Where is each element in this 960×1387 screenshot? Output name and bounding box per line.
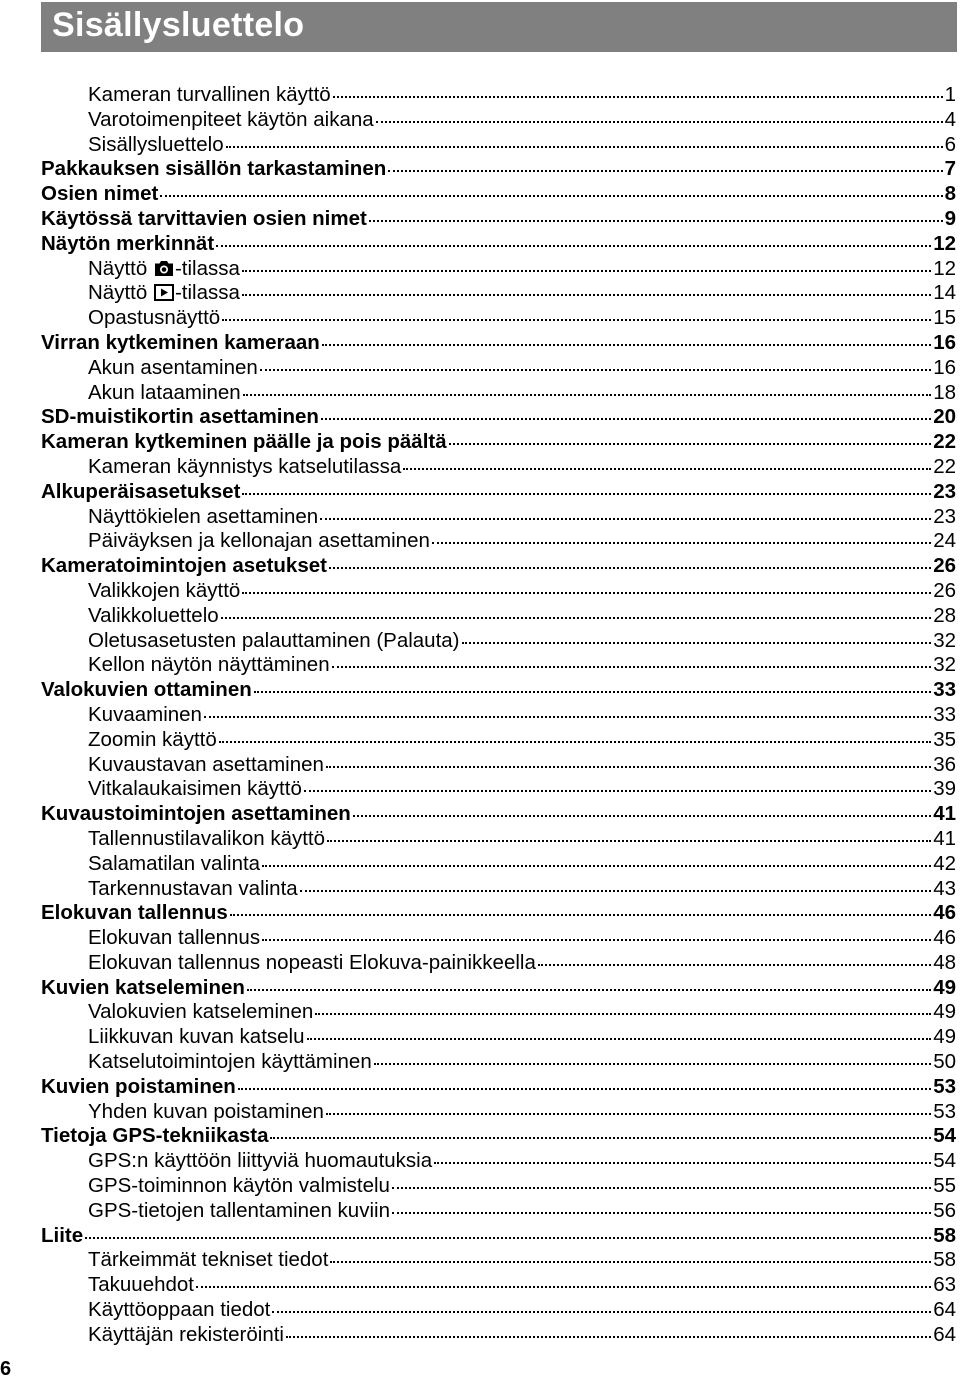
toc-entry-page: 6	[944, 132, 956, 156]
dot-leader	[462, 642, 932, 644]
toc-entry-label: Elokuvan tallennus	[41, 901, 228, 925]
toc-entry[interactable]	[41, 1199, 956, 1224]
toc-entry-label: Opastusnäyttö	[88, 306, 221, 330]
camera-icon	[154, 259, 174, 284]
toc-entry-page: 64	[933, 1298, 956, 1322]
toc-entry-label: Virran kytkeminen kameraan	[41, 330, 320, 354]
toc-entry[interactable]	[41, 232, 956, 257]
dot-leader	[449, 443, 932, 445]
dot-leader	[353, 815, 931, 817]
toc-entry-label: Elokuvan tallennus nopeasti Elokuva-painikkeella	[88, 950, 536, 974]
toc-entry-page: 63	[933, 1273, 956, 1297]
toc-entry-page: 26	[933, 578, 956, 602]
toc-entry[interactable]	[41, 405, 956, 430]
toc-entry-label: Tärkeimmät tekniset tiedot	[88, 1248, 329, 1272]
toc-entry[interactable]	[41, 629, 956, 654]
dot-leader	[329, 567, 931, 569]
toc-entry-label: Liikkuvan kuvan katselu	[88, 1025, 305, 1049]
toc-entry[interactable]	[41, 331, 956, 356]
toc-entry-page: 39	[933, 777, 956, 801]
toc-entry[interactable]	[41, 306, 956, 331]
toc-entry-label: Tietoja GPS-tekniikasta	[41, 1124, 269, 1148]
dot-leader	[392, 1212, 931, 1214]
toc-entry-label: Katselutoimintojen käyttäminen	[88, 1050, 372, 1074]
toc-entry-label: Vitkalaukaisimen käyttö	[88, 777, 302, 801]
toc-entry-label: Pakkauksen sisällön tarkastaminen	[41, 157, 387, 181]
toc-entry-label: Osien nimet	[41, 182, 159, 206]
dot-leader	[272, 1311, 931, 1313]
toc-entry[interactable]	[41, 802, 956, 827]
toc-entry-label: Näyttökielen asettaminen	[88, 504, 319, 528]
toc-entry[interactable]	[41, 579, 956, 604]
toc-entry[interactable]	[41, 1124, 956, 1149]
toc-entry-label: Käytössä tarvittavien osien nimet	[41, 206, 367, 230]
toc-entry-page: 46	[933, 901, 956, 925]
dot-leader	[432, 542, 931, 544]
toc-entry-label: Kameran käynnistys katselutilassa	[88, 454, 402, 478]
dot-leader	[242, 270, 931, 272]
toc-entry-label: Valokuvien ottaminen	[41, 678, 252, 702]
toc-entry[interactable]	[41, 1248, 956, 1273]
toc-entry-label: Kuvaaminen	[88, 702, 202, 726]
toc-entry-page: 16	[933, 330, 956, 354]
dot-leader	[242, 493, 931, 495]
toc-entry[interactable]	[41, 1174, 956, 1199]
table-of-contents	[41, 83, 956, 1348]
toc-entry-page: 54	[933, 1149, 956, 1173]
toc-entry-page: 32	[933, 653, 956, 677]
dot-leader	[238, 1088, 931, 1090]
dot-leader	[260, 369, 931, 371]
dot-leader	[262, 939, 931, 941]
dot-leader	[230, 914, 931, 916]
toc-entry[interactable]	[41, 703, 956, 728]
toc-entry[interactable]	[41, 381, 956, 406]
toc-entry[interactable]	[41, 83, 956, 108]
toc-entry-page: 58	[933, 1248, 956, 1272]
toc-entry-page: 36	[933, 752, 956, 776]
toc-entry[interactable]	[41, 1050, 956, 1075]
page-title: Sisällysluettelo	[52, 6, 305, 44]
toc-entry-page: 24	[933, 529, 956, 553]
toc-entry[interactable]	[41, 827, 956, 852]
toc-entry[interactable]	[41, 653, 956, 678]
toc-entry-page: 1	[944, 83, 956, 106]
toc-entry-label: Valokuvien katseleminen	[88, 1000, 314, 1024]
toc-entry-page: 22	[933, 454, 956, 478]
toc-entry[interactable]	[41, 133, 956, 158]
dot-leader	[160, 195, 942, 197]
toc-entry-label: Tallennustilavalikon käyttö	[88, 826, 326, 850]
toc-entry-label	[88, 281, 240, 308]
dot-leader	[300, 890, 932, 892]
toc-entry-label: Takuuehdot	[88, 1273, 195, 1297]
toc-entry-page: 22	[933, 430, 956, 454]
toc-entry-label: Päiväyksen ja kellonajan asettaminen	[88, 529, 430, 553]
toc-entry[interactable]	[41, 1100, 956, 1125]
dot-leader	[216, 245, 931, 247]
toc-entry-page: 32	[933, 628, 956, 652]
toc-entry-label: Kameran turvallinen käyttö	[88, 83, 331, 106]
dot-leader	[330, 1261, 931, 1263]
dot-leader	[247, 989, 931, 991]
toc-entry-label: Kameratoimintojen asetukset	[41, 554, 327, 578]
page-number: 6	[0, 1358, 12, 1380]
toc-entry[interactable]	[41, 926, 956, 951]
toc-entry-page: 14	[933, 281, 956, 305]
toc-entry-label: Kellon näytön näyttäminen	[88, 653, 330, 677]
toc-entry-page: 50	[933, 1050, 956, 1074]
toc-entry-page: 55	[933, 1174, 956, 1198]
toc-entry-label: Kuvaustavan asettaminen	[88, 752, 324, 776]
dot-leader	[369, 220, 943, 222]
toc-entry-page: 33	[933, 702, 956, 726]
toc-entry-page: 35	[933, 727, 956, 751]
dot-leader	[327, 840, 931, 842]
toc-entry-page: 18	[933, 380, 956, 404]
toc-entry-label: Kuvien katseleminen	[41, 975, 245, 999]
toc-entry[interactable]	[41, 678, 956, 703]
toc-entry[interactable]	[41, 157, 956, 182]
toc-entry-page: 43	[933, 876, 956, 900]
toc-entry-label: Kuvaustoimintojen asettaminen	[41, 802, 351, 826]
toc-entry-label: Yhden kuvan poistaminen	[88, 1099, 324, 1123]
toc-entry-label: GPS:n käyttöön liittyviä huomautuksia	[88, 1149, 433, 1173]
dot-leader	[538, 964, 931, 966]
dot-leader	[219, 741, 931, 743]
dot-leader	[221, 617, 932, 619]
dot-leader	[270, 1137, 931, 1139]
toc-entry-label: Valikkoluettelo	[88, 603, 219, 627]
toc-entry-label-prefix: Näyttö	[88, 256, 153, 280]
toc-entry-label: GPS-tietojen tallentaminen kuviin	[88, 1198, 390, 1222]
toc-entry-label: Zoomin käyttö	[88, 727, 217, 751]
toc-entry-label: Elokuvan tallennus	[88, 926, 261, 950]
dot-leader	[388, 170, 942, 172]
toc-entry-label: Sisällysluettelo	[88, 132, 224, 156]
toc-entry[interactable]	[41, 554, 956, 579]
toc-entry-page: 53	[933, 1099, 956, 1123]
toc-entry-label: Oletusasetusten palauttaminen (Palauta)	[88, 628, 460, 652]
toc-entry[interactable]	[41, 356, 956, 381]
toc-entry-label: Käyttöoppaan tiedot	[88, 1298, 271, 1322]
dot-leader	[243, 394, 931, 396]
title-bar	[41, 2, 957, 52]
toc-entry-label: Tarkennustavan valinta	[88, 876, 298, 900]
dot-leader	[332, 666, 932, 668]
toc-entry-label: Kameran kytkeminen päälle ja pois päältä	[41, 430, 447, 454]
toc-entry-page: 28	[933, 603, 956, 627]
toc-entry[interactable]	[41, 728, 956, 753]
toc-entry[interactable]	[41, 281, 956, 306]
toc-entry-label: Alkuperäisasetukset	[41, 479, 241, 503]
toc-entry[interactable]	[41, 529, 956, 554]
toc-entry-page: 42	[933, 851, 956, 875]
toc-entry-page: 23	[933, 504, 956, 528]
dot-leader	[307, 1038, 932, 1040]
toc-entry[interactable]	[41, 1075, 956, 1100]
toc-entry[interactable]	[41, 430, 956, 455]
toc-entry[interactable]	[41, 1224, 956, 1249]
dot-leader	[434, 1162, 931, 1164]
toc-entry-page: 41	[933, 826, 956, 850]
dot-leader	[304, 790, 931, 792]
dot-leader	[392, 1187, 931, 1189]
toc-entry[interactable]	[41, 877, 956, 902]
toc-entry[interactable]	[41, 505, 956, 530]
toc-entry-page: 49	[933, 1025, 956, 1049]
toc-entry-label: Varotoimenpiteet käytön aikana	[88, 107, 374, 131]
toc-entry-page: 12	[933, 256, 956, 280]
dot-leader	[242, 592, 931, 594]
toc-entry[interactable]	[41, 777, 956, 802]
toc-entry-page: 53	[933, 1074, 956, 1098]
toc-entry[interactable]	[41, 1323, 956, 1348]
toc-entry-page: 7	[944, 157, 956, 181]
dot-leader	[376, 121, 943, 123]
toc-entry-label	[88, 257, 240, 284]
dot-leader	[196, 1286, 931, 1288]
toc-entry[interactable]	[41, 753, 956, 778]
dot-leader	[286, 1336, 931, 1338]
toc-entry-page: 46	[933, 926, 956, 950]
dot-leader	[254, 691, 931, 693]
toc-entry[interactable]	[41, 1298, 956, 1323]
toc-entry-page: 15	[933, 306, 956, 330]
toc-entry[interactable]	[41, 1025, 956, 1050]
toc-entry-page: 16	[933, 355, 956, 379]
toc-entry[interactable]	[41, 604, 956, 629]
toc-entry-label-prefix: Näyttö	[88, 281, 153, 305]
toc-entry[interactable]	[41, 1149, 956, 1174]
playback-icon	[154, 283, 174, 308]
toc-entry-label-suffix: -tilassa	[174, 281, 240, 305]
toc-entry-page: 20	[933, 405, 956, 429]
toc-entry-page: 56	[933, 1198, 956, 1222]
dot-leader	[315, 1013, 931, 1015]
dot-leader	[333, 96, 943, 98]
toc-entry[interactable]	[41, 1000, 956, 1025]
dot-leader	[204, 716, 931, 718]
toc-entry[interactable]	[41, 455, 956, 480]
toc-entry[interactable]	[41, 480, 956, 505]
toc-entry-page: 8	[944, 182, 956, 206]
toc-entry[interactable]	[41, 207, 956, 232]
dot-leader	[326, 1113, 931, 1115]
toc-entry[interactable]	[41, 182, 956, 207]
toc-entry-label: Liite	[41, 1223, 84, 1247]
toc-entry-label: Näytön merkinnät	[41, 231, 215, 255]
toc-entry[interactable]	[41, 951, 956, 976]
toc-entry-page: 23	[933, 479, 956, 503]
toc-entry-label: Kuvien poistaminen	[41, 1074, 236, 1098]
dot-leader	[226, 146, 943, 148]
dot-leader	[403, 468, 931, 470]
toc-entry-page: 64	[933, 1322, 956, 1346]
toc-entry-label: Salamatilan valinta	[88, 851, 261, 875]
toc-entry[interactable]	[41, 901, 956, 926]
toc-entry-label: Käyttäjän rekisteröinti	[88, 1322, 284, 1346]
toc-entry[interactable]	[41, 852, 956, 877]
toc-entry-page: 9	[944, 206, 956, 230]
toc-entry[interactable]	[41, 108, 956, 133]
toc-entry-page: 49	[933, 1000, 956, 1024]
dot-leader	[320, 518, 931, 520]
toc-entry-label: Akun asentaminen	[88, 355, 258, 379]
dot-leader	[242, 294, 931, 296]
dot-leader	[85, 1237, 931, 1239]
toc-entry[interactable]	[41, 257, 956, 282]
toc-entry-label: SD-muistikortin asettaminen	[41, 405, 319, 429]
toc-entry[interactable]	[41, 1273, 956, 1298]
toc-entry-label: Valikkojen käyttö	[88, 578, 241, 602]
toc-entry-page: 48	[933, 950, 956, 974]
toc-entry-page: 33	[933, 678, 956, 702]
toc-entry-label-suffix: -tilassa	[174, 256, 240, 280]
dot-leader	[322, 344, 931, 346]
toc-entry-page: 12	[933, 231, 956, 255]
toc-entry-page: 26	[933, 554, 956, 578]
toc-entry[interactable]	[41, 976, 956, 1001]
toc-entry-page: 54	[933, 1124, 956, 1148]
toc-entry-page: 4	[944, 107, 956, 131]
toc-entry-label: Akun lataaminen	[88, 380, 241, 404]
toc-entry-page: 49	[933, 975, 956, 999]
dot-leader	[374, 1063, 931, 1065]
toc-entry-label: GPS-toiminnon käytön valmistelu	[88, 1174, 390, 1198]
toc-entry-page: 58	[933, 1223, 956, 1247]
dot-leader	[262, 865, 931, 867]
toc-entry-page: 41	[933, 802, 956, 826]
dot-leader	[321, 418, 931, 420]
dot-leader	[326, 766, 931, 768]
dot-leader	[222, 319, 931, 321]
